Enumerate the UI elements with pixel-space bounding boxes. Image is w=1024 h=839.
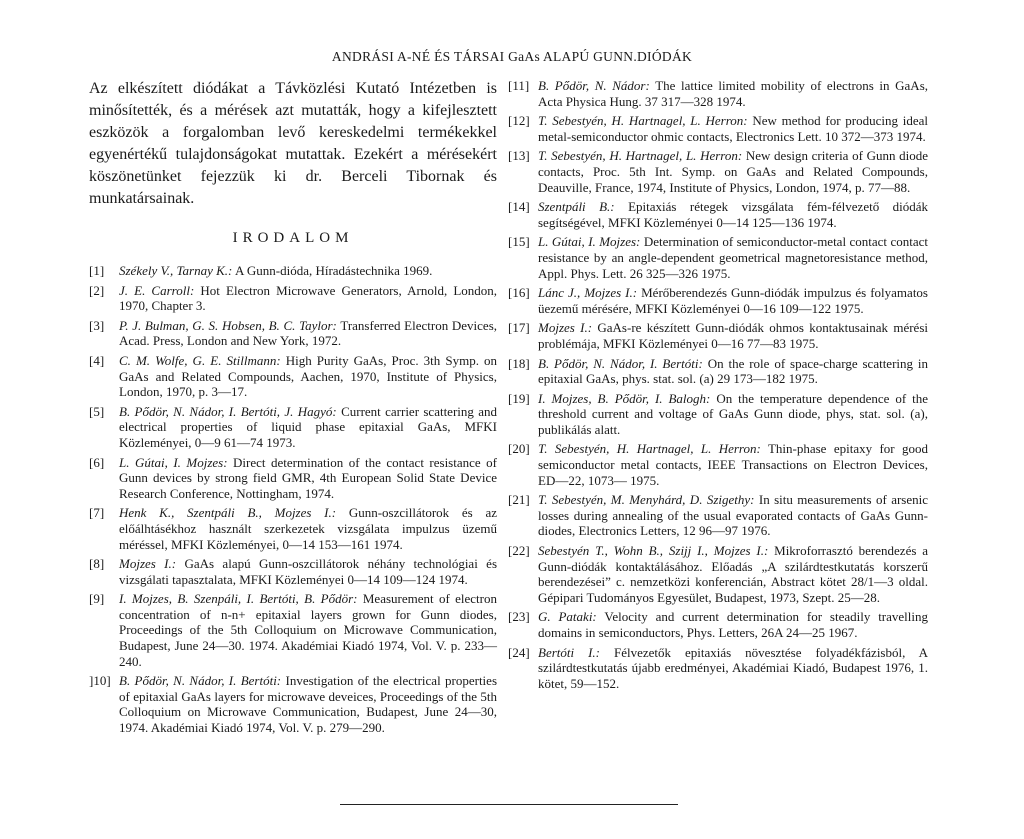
running-title: ANDRÁSI A-NÉ ÉS TÁRSAI GaAs ALAPÚ GUNN.DIÓDÁK — [331, 49, 693, 64]
reference-authors: Lánc J., Mojzes I.: — [538, 285, 638, 301]
reference-authors: L. Gútai, I. Mojzes: — [538, 234, 641, 250]
reference-authors: B. Pődör, N. Nádor, I. Bertóti: — [538, 355, 703, 371]
reference-item — [508, 441, 928, 488]
reference-authors: T. Sebestyén, H. Hartnagel, L. Herron: — [538, 113, 748, 129]
reference-number: [15] — [508, 234, 530, 250]
reference-text: High Purity GaAs, Proc. 3th Symp. on GaAs and Related Compounds, Aachen, 1970, Institute of Physics, London, 1970, p. 3—17. — [119, 352, 498, 400]
reference-number: [18] — [508, 355, 530, 371]
reference-number: [7] — [89, 505, 105, 521]
reference-item — [508, 492, 928, 539]
reference-number: [14] — [508, 199, 530, 215]
left-column — [89, 78, 497, 740]
reference-authors: Mojzes I.: — [119, 556, 177, 572]
reference-number: [3] — [89, 317, 105, 333]
reference-text: Measurement of electron concentration of n-n+ epitaxial layers grown for Gunn diodes, Proceedings of the 5th Colloquium on Microwave Communication, Budapest, June 24—30. 1974. Akadémiai Kiadó 1974, Vol. V. p. 233—240. — [119, 591, 497, 669]
reference-authors: Bertóti I.: — [538, 644, 600, 660]
reference-number: [13] — [508, 148, 530, 164]
reference-text: Thin-phase epitaxy for good semiconductor metal contacts, IEEE Transactions on Electron Devices, ED—22, 1073— 1975. — [538, 441, 928, 488]
reference-number: [11] — [508, 78, 530, 93]
reference-text: On the temperature dependence of the threshold current and voltage of GaAs Gunn diode, phys, stat. sol. (a), publikálás alatt. — [538, 390, 929, 437]
reference-authors: J. E. Carroll: — [119, 282, 195, 298]
reference-item — [89, 283, 497, 314]
reference-item — [508, 199, 928, 230]
reference-item — [508, 234, 928, 281]
reference-number: [2] — [89, 282, 105, 298]
reference-authors: P. J. Bulman, G. S. Hobsen, B. C. Taylor: — [119, 317, 337, 333]
reference-item — [508, 609, 928, 640]
reference-item — [89, 353, 497, 400]
reference-authors: Székely V., Tarnay K.: — [119, 263, 233, 278]
reference-item — [89, 404, 497, 451]
reference-item — [508, 645, 928, 692]
reference-text: Transferred Electron Devices, Acad. Press, London and New York, 1972. — [119, 317, 498, 349]
reference-item — [89, 556, 497, 587]
reference-text: Current carrier scattering and electrical properties of liquid phase epitaxial GaAs, MFKI Közleményei, 0—9 61—74 1973. — [119, 403, 497, 450]
reference-number: [21] — [508, 492, 530, 508]
reference-text: Determination of semiconductor-metal contact contact resistance by an angle-dependent geometrical magnetoresistance method, Appl. Phys. Lett. 26 325—326 1975. — [538, 234, 928, 281]
reference-text: Direct determination of the contact resistance of Gunn devices by strong field GMR, 4th European Solid State Device Research Conference, Nottingham, 1974. — [119, 454, 497, 501]
reference-text: New method for producing ideal metal-semiconductor ohmic contacts, Electronics Lett. 10 372—373 1974. — [538, 113, 929, 144]
reference-item — [89, 263, 497, 279]
reference-item — [508, 320, 928, 351]
reference-authors: B. Pődör, N. Nádor, I. Bertóti, J. Hagyó: — [119, 403, 337, 419]
reference-authors: T. Sebestyén, H. Hartnagel, L. Herron: — [538, 441, 761, 457]
reference-authors: T. Sebestyén, M. Menyhárd, D. Szigethy: — [538, 492, 755, 508]
right-column — [508, 78, 928, 695]
reference-text: Epitaxiás rétegek vizsgálata fém-félvezető diódák segítségével, MFKI Közleményei 0—14 125—136 1974. — [538, 199, 929, 230]
reference-number: [20] — [508, 441, 530, 457]
reference-list-left — [89, 263, 497, 736]
reference-number: ]10] — [89, 673, 111, 689]
reference-authors: Sebestyén T., Wohn B., Szijj I., Mojzes I.: — [538, 543, 769, 559]
reference-text: Hot Electron Microwave Generators, Arnold, London, 1970, Chapter 3. — [119, 282, 498, 314]
reference-text: In situ measurements of arsenic losses during annealing of the usual evaporated contacts of GaAs Gunn-diodes, Electronics Letters, 12 96—97 1976. — [538, 492, 929, 539]
reference-authors: I. Mojzes, B. Pődör, I. Balogh: — [538, 390, 711, 406]
references-heading: IRODALOM — [232, 230, 354, 246]
reference-item — [508, 543, 928, 605]
reference-authors: Szentpáli B.: — [538, 199, 615, 215]
reference-authors: G. Pataki: — [538, 609, 597, 625]
reference-authors: Henk K., Szentpáli B., Mojzes I.: — [119, 505, 337, 521]
reference-item — [89, 591, 497, 669]
reference-number: [5] — [89, 403, 105, 419]
reference-item — [89, 318, 497, 349]
reference-item — [508, 285, 928, 316]
reference-authors: Mojzes I.: — [538, 320, 593, 336]
reference-text: A Gunn-dióda, Híradástechnika 1969. — [234, 263, 433, 278]
reference-text: On the role of space-charge scattering in epitaxial GaAs, phys. stat. sol. (a) 29 173—182 1975. — [538, 355, 929, 387]
reference-authors: T. Sebestyén, H. Hartnagel, L. Herron: — [538, 148, 743, 164]
reference-number: [12] — [508, 113, 530, 129]
reference-item — [89, 505, 497, 552]
reference-text: The lattice limited mobility of electrons in GaAs, Acta Physica Hung. 37 317—328 1974. — [538, 78, 929, 109]
footer-rule — [340, 804, 678, 805]
reference-number: [19] — [508, 390, 530, 406]
reference-text: Velocity and current determination for steadily travelling domains in semiconductors, Phys. Letters, 26A 24—25 1967. — [538, 609, 929, 640]
reference-list-right — [508, 78, 928, 691]
reference-authors: I. Mojzes, B. Szenpáli, I. Bertóti, B. Pődör: — [119, 591, 358, 607]
reference-number: [16] — [508, 285, 530, 301]
reference-number: [17] — [508, 320, 530, 336]
reference-authors: B. Pődör, N. Nádor: — [538, 78, 650, 93]
reference-item — [89, 673, 497, 735]
reference-item — [508, 356, 928, 387]
reference-item — [508, 113, 928, 144]
reference-item — [508, 78, 928, 109]
reference-item — [508, 391, 928, 438]
reference-number: [8] — [89, 556, 105, 572]
reference-text: Mikroforrasztó berendezés a Gunn-diódák kontaktálásához. Előadás „A szilárdtestkutatás korszerű berendezései” c. nemzetközi konferencián, Abstract kötet 28/1—3 oldal. Gépipari Tudományos Egyesület, Budapest, 1973, Szept. 25—28. — [538, 543, 928, 605]
reference-authors: C. M. Wolfe, G. E. Stillmann: — [119, 352, 281, 368]
reference-number: [6] — [89, 454, 105, 470]
reference-text: Investigation of the electrical properties of epitaxial GaAs layers for microwave deveices, Proceedings of the 5th Colloquium on Microwave Communication, Budapest, June 24—30, 1974. Akadémiai Kiadó 1974, Vol. V. p. 279—290. — [119, 673, 498, 736]
reference-authors: L. Gútai, I. Mojzes: — [119, 454, 228, 470]
reference-item — [508, 148, 928, 195]
reference-number: [4] — [89, 352, 105, 368]
reference-text: GaAs alapú Gunn-oszcillátorok néhány technológiai és vizsgálati tapasztalata, MFKI Közleményei 0—14 109—124 1974. — [119, 556, 498, 587]
reference-item — [89, 455, 497, 502]
reference-text: New design criteria of Gunn diode contacts, Proc. 5th Int. Symp. on GaAs and Related Compounds, Deauville, France, 1974, Institute of Physics, London, 1974, p. 77—88. — [538, 148, 929, 195]
reference-text: Gunn-oszcillátorok és az előálhtásékhoz használt szerkezetek vizsgálata impulzus üzemű méréssel, MFKI Közleményei, 0—14 153—161 1974. — [119, 505, 497, 552]
reference-text: GaAs-re készített Gunn-diódák ohmos kontaktusainak mérési problémája, MFKI Közleményei 0—16 77—83 1975. — [538, 320, 928, 351]
reference-number: [24] — [508, 644, 530, 660]
reference-number: [1] — [89, 263, 105, 278]
reference-number: [22] — [508, 543, 530, 559]
reference-authors: B. Pődör, N. Nádor, I. Bertóti: — [119, 673, 282, 689]
reference-text: Mérőberendezés Gunn-diódák impulzus és folyamatos üezemű mérésére, MFKI Közleményei 0—16 109—122 1975. — [538, 285, 928, 316]
reference-number: [23] — [508, 609, 530, 625]
reference-number: [9] — [89, 591, 105, 607]
acknowledgement-paragraph: Az elkészített diódákat a Távközlési Kutató Intézetben is minősítették, és a mérések azt mutatták, hogy a kifejlesztett eszközök a forgalomban levő kereskedelmi termékekkel egyenértékű tulajdonságokat mutattak. Ezekért a mérésekért köszönetünket fejezzük ki dr. Berceli Tibornak és munkatársainak. — [89, 80, 497, 207]
reference-text: Félvezetők epitaxiás növesztése folyadékfázisból, A szilárdtestkutatás újabb eredményei, Akadémiai Kiadó, Budapest 1976, 1. kötet, 59—152. — [538, 644, 929, 691]
